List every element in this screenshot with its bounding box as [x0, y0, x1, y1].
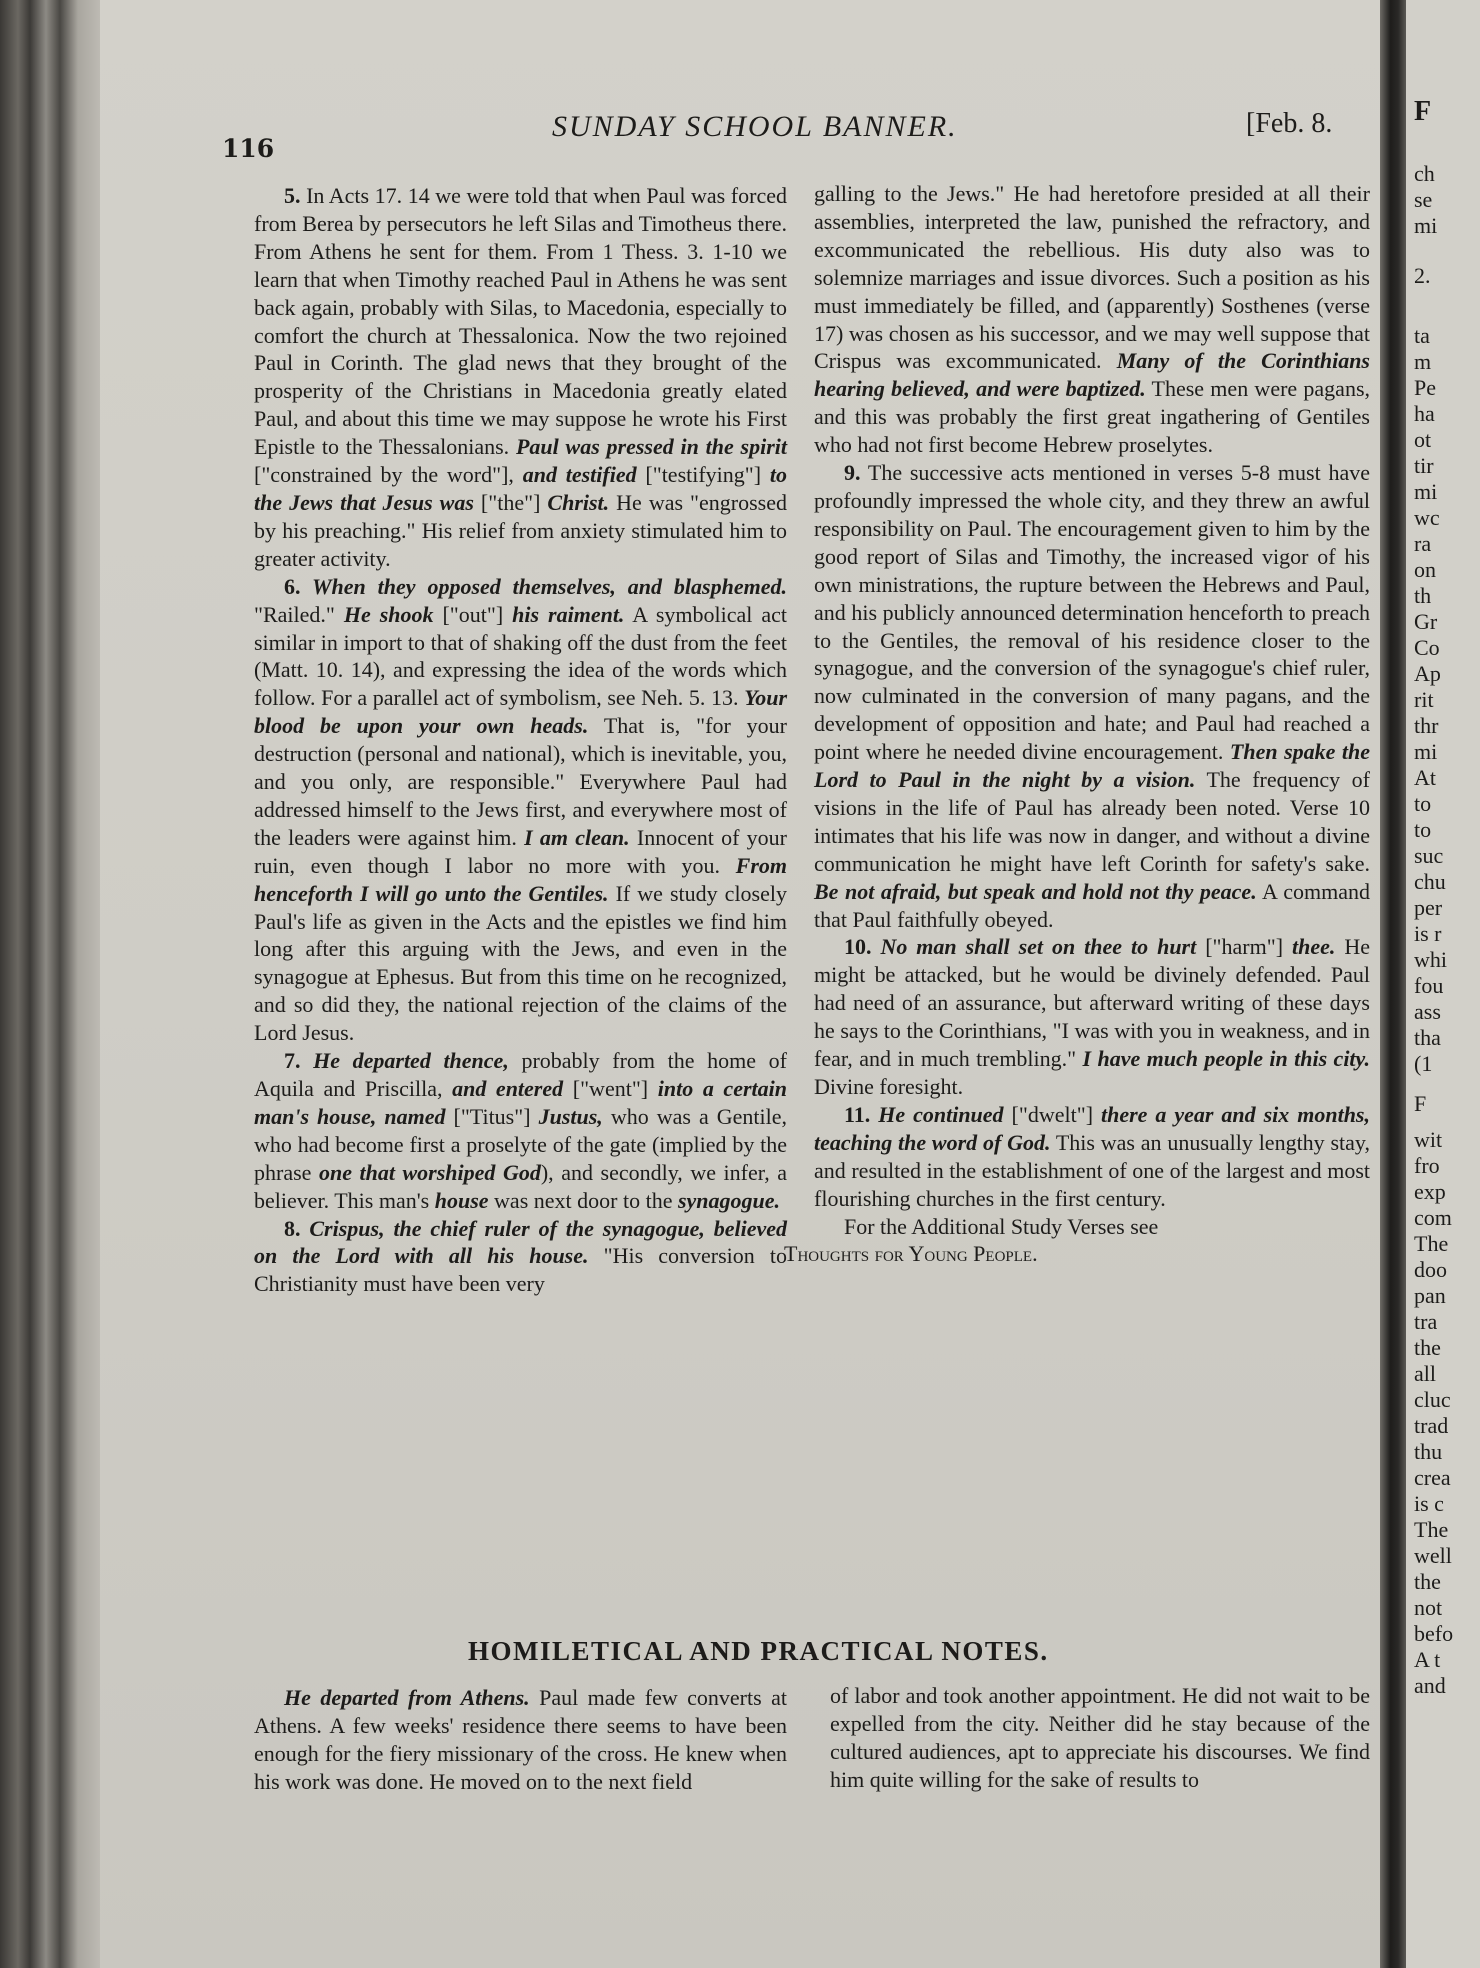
text-run: For the Additional Study Verses see — [844, 1213, 1159, 1239]
next-page-fragment: to — [1414, 791, 1432, 816]
next-page-fragment: ra — [1414, 531, 1432, 556]
next-page-fragment: thr — [1414, 713, 1439, 738]
paragraph-10 — [814, 933, 1370, 1100]
verse-number: 9. — [844, 460, 861, 486]
text-run: "Railed." — [254, 601, 344, 627]
next-page-edge — [1406, 0, 1480, 1968]
text-run: ["the"] — [473, 489, 548, 515]
next-page-fragment: not — [1414, 1595, 1443, 1620]
next-page-fragment: the — [1414, 1569, 1441, 1594]
next-page-fragment: per — [1414, 895, 1443, 920]
text-run: ["went"] — [563, 1076, 658, 1101]
cross-reference: Thoughts for Young People. — [784, 1241, 1038, 1267]
verse-number: 10. — [844, 934, 872, 960]
scripture-quote: into a certain man's house, named — [254, 1076, 787, 1129]
next-page-fragment: ch — [1414, 161, 1435, 186]
next-page-fragment: The — [1414, 1231, 1449, 1256]
text-run: He might be attacked, but he would be divinely defended. Paul had need of an assurance, but afterward writing of these days he says to the Corinthians, "I was with you in weakness, and in fear, and in much trembling." — [814, 934, 1370, 1072]
text-run: ["out"] — [433, 601, 513, 627]
next-page-fragment: ha — [1414, 401, 1435, 426]
text-run: Divine foresight. — [814, 1074, 964, 1099]
next-page-fragment: A t — [1414, 1647, 1441, 1672]
scripture-quote: to the Jews that Jesus was — [254, 462, 787, 515]
paragraph-7 — [254, 1047, 787, 1214]
next-page-fragment: mi — [1414, 479, 1438, 504]
next-page-fragment: F — [1414, 96, 1432, 127]
running-title: SUNDAY SCHOOL BANNER. — [552, 110, 958, 143]
scripture-quote: his raiment. — [512, 601, 625, 627]
text-run: was next door to the — [488, 1187, 678, 1213]
verse-number: 7. — [284, 1048, 301, 1074]
text-run: In Acts 17. 14 we were told that when Paul was forced from Berea by persecutors he left Silas and Timotheus there. From Athens he sent for them. From 1 Thess. 3. 1-10 we learn that when Timothy reached Paul in Athens he was sent back again, probably with Silas, to Macedonia, especially to comfort the church at Thessalonica. Now the two rejoined Paul in Corinth. The glad news that they brought of the prosperity of the Christians in Macedonia greatly elated Paul, and about this time we may suppose he wrote his First Epistle to the Thessalonians. — [254, 183, 787, 460]
next-page-fragment: tir — [1414, 453, 1434, 478]
paragraph-9 — [814, 459, 1370, 933]
page-number: 116 — [222, 134, 275, 163]
page-header — [222, 100, 1372, 163]
next-page-fragment: cluc — [1414, 1387, 1451, 1412]
scripture-quote: When they opposed themselves, and blasphemed. — [300, 573, 787, 599]
next-page-fragment: on — [1414, 557, 1436, 582]
text-run: ["Titus"] — [445, 1103, 539, 1129]
next-page-fragment: m — [1414, 349, 1432, 374]
next-page-fragment: Gr — [1414, 609, 1438, 634]
scripture-quote: He departed from Athens. — [284, 1685, 530, 1710]
scripture-quote: Christ. — [547, 489, 610, 515]
next-page-fragment: trad — [1414, 1413, 1449, 1438]
text-run: probably from the home of Aquila and Priscilla, — [254, 1048, 787, 1101]
text-run: "His conversion to Christianity must have been very — [254, 1243, 787, 1297]
text-run: Innocent of your ruin, even though I labor no more with you. — [254, 824, 787, 878]
text-run: These men were pagans, and this was probably the first great ingathering of Gentiles who had not first become Hebrew proselytes. — [814, 376, 1370, 458]
next-page-fragment: chu — [1414, 869, 1446, 894]
verse-number: 8. — [284, 1215, 301, 1241]
page-gutter — [1380, 0, 1406, 1968]
next-page-fragment: Pe — [1414, 375, 1436, 400]
next-page-fragment: to — [1414, 817, 1432, 842]
text-run: The frequency of visions in the life of Paul has already been noted. Verse 10 intimates that his life was now in danger, and without a divine communication he might have left Corinth for safety's sake. — [814, 767, 1371, 876]
next-page-fragment: Ap — [1414, 661, 1441, 686]
next-page-fragment: ta — [1414, 323, 1430, 348]
next-page-fragment: is c — [1414, 1491, 1444, 1516]
next-page-fragment: exp — [1414, 1179, 1446, 1204]
paragraph-5 — [254, 182, 787, 573]
next-page-fragment: ass — [1414, 999, 1441, 1024]
next-page-fragment: and — [1414, 1673, 1446, 1698]
next-page-fragment: ot — [1414, 427, 1432, 452]
scripture-quote: He continued — [870, 1101, 1004, 1127]
section-heading: HOMILETICAL AND PRACTICAL NOTES. — [468, 1636, 1049, 1666]
text-run: of labor and took another appointment. He did not wait to be expelled from the city. Neither did he stay because of the cultured audiences, apt to appreciate his discourses. We find him quite willing for the sake of results to — [830, 1683, 1370, 1792]
text-run: ), and secondly, we infer, a believer. This man's — [254, 1159, 787, 1213]
homiletical-paragraph — [254, 1684, 787, 1796]
scripture-quote: there a year and six months, teaching the word of God. — [814, 1101, 1370, 1155]
next-page-fragment: fro — [1414, 1153, 1440, 1178]
paragraph-11 — [814, 1101, 1370, 1213]
next-page-fragment: doo — [1414, 1257, 1447, 1282]
next-page-fragment: fou — [1414, 973, 1444, 998]
text-run: ["harm"] — [1196, 934, 1292, 960]
next-page-fragment: tha — [1414, 1025, 1441, 1050]
verse-number: 6. — [284, 573, 301, 599]
scripture-quote: Many of the Corinthians hearing believed, and were baptized. — [814, 348, 1370, 402]
homiletical-paragraph-continued — [830, 1682, 1370, 1794]
text-run: ["testifying"] — [636, 462, 770, 488]
next-page-fragment: befo — [1414, 1621, 1454, 1646]
next-page-fragment: mi — [1414, 739, 1438, 764]
next-page-fragment: The — [1414, 1517, 1449, 1542]
next-page-fragment: (1 — [1414, 1051, 1433, 1076]
text-run: A command that Paul faithfully obeyed. — [814, 878, 1371, 932]
next-page-fragment: At — [1414, 765, 1436, 790]
next-page-fragment: pan — [1414, 1283, 1446, 1308]
text-run: Paul made few converts at Athens. A few weeks' residence there seems to have been enough for the fiery missionary of the cross. He knew when his work was done. He moved on to the next field — [254, 1685, 787, 1794]
verse-number: 5. — [284, 183, 301, 208]
scripture-quote: Paul was pressed in the spirit — [515, 434, 787, 460]
paragraph-6 — [254, 573, 787, 1047]
next-page-fragment: crea — [1414, 1465, 1451, 1490]
scripture-quote: From henceforth I will go unto the Gentiles. — [254, 852, 787, 906]
next-page-fragment: thu — [1414, 1439, 1443, 1464]
issue-date: [Feb. 8. — [1246, 108, 1333, 139]
text-run: A symbolical act similar in import to that of shaking off the dust from the feet (Matt. 10. 14), and expressing the idea of the words which follow. For a parallel act of symbolism, see Neh. 5. 13. — [254, 601, 787, 711]
scripture-quote: Crispus, the chief ruler of the synagogue, believed on the Lord with all his house. — [254, 1215, 787, 1269]
scripture-quote: I am clean. — [524, 824, 630, 850]
scripture-quote: Be not afraid, but speak and hold not thy peace. — [814, 878, 1257, 904]
scripture-quote: house — [434, 1187, 489, 1213]
next-page-fragment: mi — [1414, 213, 1438, 238]
next-page-fragment: whi — [1414, 947, 1447, 972]
scripture-quote: Justus, — [538, 1103, 603, 1129]
next-page-fragment: wit — [1414, 1127, 1443, 1152]
text-run: That is, "for your destruction (personal and national), which is inevitable, you, and you only, are responsible." Everywhere Paul had addressed himself to the Jews first, and everywhere most of the leaders were against him. — [254, 713, 787, 850]
scripture-quote: thee. — [1291, 934, 1336, 960]
bottom-left-column — [254, 1684, 787, 1796]
next-page-fragment: Co — [1414, 635, 1440, 660]
text-run: He was "engrossed by his preaching." His relief from anxiety stimulated him to greater activity. — [254, 489, 787, 571]
verse-number: 11. — [844, 1101, 871, 1127]
scripture-quote: He departed thence, — [300, 1048, 509, 1074]
next-page-fragment: se — [1414, 187, 1433, 212]
next-page-fragment: com — [1414, 1205, 1452, 1230]
text-run: The successive acts mentioned in verses 5-8 must have profoundly impressed the whole city, and they threw an awful responsibility on Paul. The encouragement given to him by the good report of Silas and Timothy, the increased vigor of his own ministrations, the rupture between the Hebrews and Paul, and his publicly announced determination henceforth to preach to the Gentiles, the removal of his residence closer to the synagogue, and the conversion of the synagogue's chief ruler, now culminated in the conversion of many pagans, and the development of opposition and hate; and Paul had reached a point where he needed divine encouragement. — [814, 460, 1370, 765]
next-page-fragment: all — [1414, 1361, 1436, 1386]
scripture-quote: Your blood be upon your own heads. — [254, 685, 787, 739]
scripture-quote: synagogue. — [677, 1187, 781, 1213]
scripture-quote: and entered — [452, 1076, 564, 1101]
next-page-fragment: th — [1414, 583, 1432, 608]
next-page-fragment: suc — [1414, 843, 1444, 868]
next-page-fragment: wc — [1414, 505, 1440, 530]
scripture-quote: He shook — [343, 601, 434, 627]
text-run: This was an unusually lengthy stay, and resulted in the establishment of one of the largest and most flourishing churches in the first century. — [814, 1129, 1370, 1211]
next-page-fragment: tra — [1414, 1309, 1438, 1334]
right-column — [784, 180, 1371, 1268]
additional-study-note — [784, 1213, 1370, 1269]
scripture-quote: I have much people in this city. — [1082, 1046, 1370, 1072]
scripture-quote: one that worshiped God — [318, 1159, 541, 1185]
text-run: galling to the Jews." He had heretofore presided at all their assemblies, interpreted the law, punished the refractory, and excommunicated the rebellious. His duty also was to solemnize marriages and issue divorces. Such a position as his must immediately be filled, and (apparently) Sosthenes (verse 17) was chosen as his successor, and we may well suppose that Crispus was excommunicated. — [814, 181, 1370, 374]
scripture-quote: No man shall set on thee to hurt — [871, 934, 1197, 960]
text-run: If we study closely Paul's life as given in the Acts and the epistles we find him long after this arguing with the Jews, and even in the synagogue at Ephesus. But from this time on he recognized, and so did they, the national rejection of the claims of the Lord Jesus. — [254, 880, 787, 1046]
paragraph-8 — [254, 1215, 787, 1299]
next-page-fragment: rit — [1414, 687, 1434, 712]
next-page-fragment: F — [1414, 1091, 1427, 1116]
scripture-quote: Then spake the Lord to Paul in the night by a vision. — [814, 739, 1370, 793]
next-page-fragment: is r — [1414, 921, 1442, 946]
next-page-fragment: well — [1414, 1543, 1452, 1568]
left-column — [254, 182, 787, 1298]
text-run: ["dwelt"] — [1003, 1101, 1101, 1127]
scripture-quote: and testified — [522, 462, 637, 488]
book-binding — [0, 0, 100, 1968]
paragraph-8-continued — [814, 180, 1370, 459]
next-page-fragment: 2. — [1414, 263, 1431, 288]
text-run: who was a Gentile, who had become first a proselyte of the gate (implied by the phrase — [254, 1103, 787, 1185]
next-page-fragment: the — [1414, 1335, 1441, 1360]
text-run: ["constrained by the word"], — [254, 462, 523, 488]
bottom-right-column — [830, 1682, 1370, 1794]
